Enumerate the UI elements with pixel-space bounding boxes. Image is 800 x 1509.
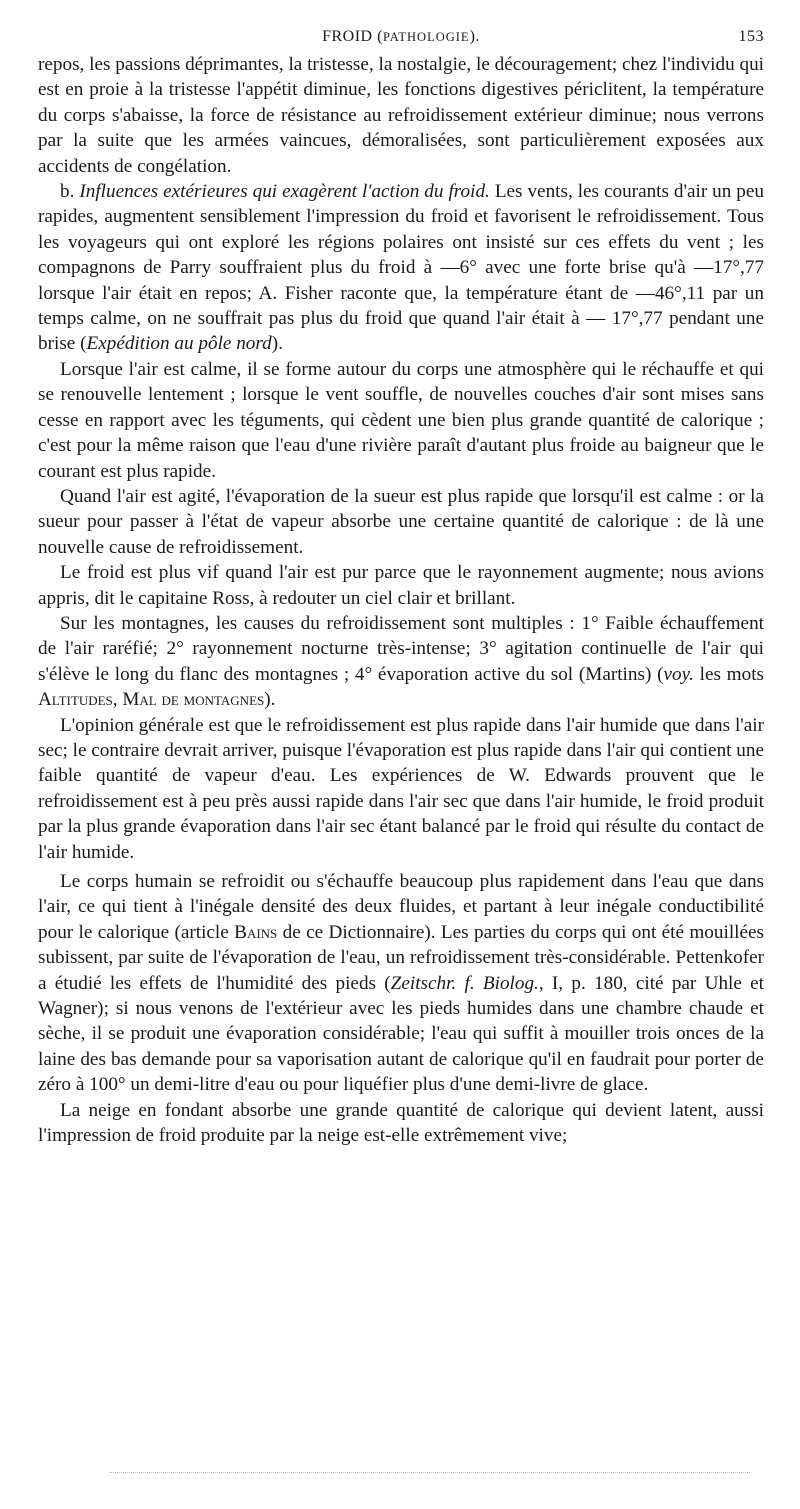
running-head <box>38 28 764 52</box>
cross-ref-altitudes: Altitudes <box>38 689 113 711</box>
running-title-main: FROID ( <box>322 28 383 45</box>
paragraph-6-comma: , <box>112 689 123 711</box>
paragraph-9: La neige en fondant absorbe une grande quantité de calorique qui devient latent, aussi l'impression de froid produite par la neige est-elle extrêmement vive; <box>38 1099 764 1147</box>
cross-ref-bains: Bains <box>234 921 278 943</box>
paragraph-8-middle: de ce Dictionnaire). Les parties du corps qui ont été mouillées subissent, par suite de l'évaporation de l'eau, un refroidissement très-considérable. Pettenkofer a étudié les effets de l'humidité des pieds ( <box>38 921 764 994</box>
bottom-bleed-line <box>110 1472 750 1473</box>
paragraph-2-text: Les vents, les courants d'air un peu rapides, augmentent sensiblement l'impression du froid et favorisent le refroidissement. Tous les voyageurs qui ont exploré les régions polaires ont insisté sur ces effets du vent ; les compagnons de Parry souffraient plus du froid à —6° avec une forte brise qu'à —17°,77 lorsque l'air était en repos; A. Fisher raconte que, la température étant de —46°,11 par un temps calme, on ne souffrait pas plus du froid que quand l'air était à — 17°,77 pendant une brise ( <box>38 181 765 355</box>
section-label: b. <box>60 181 75 203</box>
paragraph-3: Lorsque l'air est calme, il se forme autour du corps une atmosphère qui le réchauffe et qui se renouvelle lentement ; lorsque le vent souffle, de nouvelles couches d'air sont mises sans cesse en rapport avec les téguments, qui cèdent une bien plus grande quantité de calorique ; c'est pour la même raison que l'eau d'une rivière paraît d'autant plus froide au baigneur que le courant est plus rapide. <box>38 358 764 482</box>
citation-title: Expédition au pôle nord <box>86 333 272 355</box>
paragraph-5: Le froid est plus vif quand l'air est pur parce que le rayonnement augmente; nous avions appris, dit le capitaine Ross, à redouter un ciel clair et brillant. <box>38 562 764 609</box>
paragraph-1: repos, les passions déprimantes, la tristesse, la nostalgie, le découragement; chez l'individu qui est en proie à la tristesse l'appétit diminue, les fonctions digestives périclitent, la température du corps s'abaisse, la force de résistance au refroidissement extérieur diminue; nous verrons par la suite que les armées vaincues, démoralisées, sont particulièrement exposées aux accidents de congélation. <box>38 54 764 177</box>
citation-journal: Zeitschr. f. Biolog. <box>390 972 539 994</box>
section-heading: Influences extérieures qui exagèrent l'action du froid. <box>79 181 490 203</box>
paragraph-7: L'opinion générale est que le refroidissement est plus rapide dans l'air humide que dans l'air sec; le contraire devrait arriver, puisque l'évaporation est plus rapide dans l'air qui contient une faible quantité de vapeur d'eau. Les expériences de W. Edwards prouvent que le refroidissement est à peu près aussi rapide dans l'air sec que dans l'air humide, le froid produit par la plus grande évaporation dans l'air sec étant balancé par le froid qui résulte du contact de l'air humide. <box>38 714 764 863</box>
book-page <box>38 28 764 1148</box>
paragraph-8-text: Le corps humain se refroidit ou s'échauffe beaucoup plus rapidement dans l'eau que dans l'air, ce qui tient à l'inégale densité des deux fluides, et partant à leur inégale conductibilité pour le calorique (article <box>38 871 764 943</box>
body-text <box>38 52 764 1148</box>
running-title-subject: PATHOLOGIE <box>382 30 470 44</box>
paragraph-6 <box>38 611 764 713</box>
paragraph-6-text: Sur les montagnes, les causes du refroidissement sont multiples : 1° Faible échauffement de l'air raréfié; 2° rayonnement nocturne très-intense; 3° agitation continuelle de l'air qui s'élève le long du flanc des montagnes ; 4° évaporation active du sol (Martins) ( <box>38 612 764 685</box>
paragraph-6-middle: les mots <box>693 663 764 685</box>
paragraph-2-end: ). <box>271 333 283 355</box>
paragraph-8 <box>38 869 764 1098</box>
cross-ref-mal-de-montagnes: Mal de montagnes <box>122 689 265 711</box>
paragraph-4: Quand l'air est agité, l'évaporation de la sueur est plus rapide que lorsqu'il est calme : or la sueur pour passer à l'état de vapeur absorbe une certaine quantité de calorique : de là une nouvelle cause de refroidissement. <box>38 485 764 558</box>
cross-ref-voy: voy. <box>663 663 694 685</box>
page-number: 153 <box>738 28 764 45</box>
paragraph-8-end: , I, p. 180, cité par Uhle et Wagner); si nous venons de l'extérieur avec les pieds humides dans une chambre chaude et sèche, il se produit une évaporation considérable; l'eau qui suffit à mouiller trois onces de la laine des bas demande pour sa vaporisation autant de calorique qu'il en faudrait pour porter de zéro à 100° un demi-litre d'eau ou pour liquéfier plus d'une demi-livre de glace. <box>38 972 764 1096</box>
running-title <box>38 28 764 46</box>
paragraph-2 <box>38 179 764 357</box>
paragraph-6-end: ). <box>264 689 276 711</box>
running-title-end: ). <box>469 28 480 45</box>
